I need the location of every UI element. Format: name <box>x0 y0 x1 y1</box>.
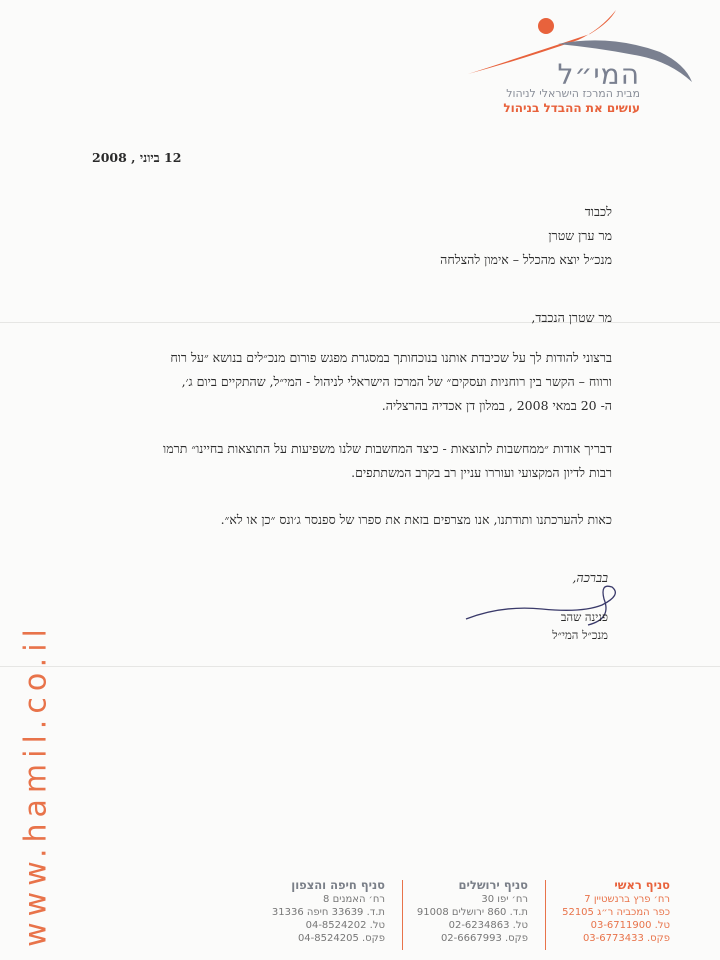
branch-line: טל. 04-8524202 <box>305 920 385 931</box>
branch-line: טל. 02-6234863 <box>448 920 528 931</box>
footer-divider <box>402 880 403 950</box>
signer-title: מנכ״ל המי״ל <box>552 628 608 642</box>
recipient-line: מנכ״ל יוצא מהכלל – אימון להצלחה <box>440 252 612 267</box>
branch-name: סניף חיפה והצפון <box>291 878 385 892</box>
paragraph-line: דבריך אודות ״ממחשבות לתוצאות - כיצד המחשבות שלנו משפיעות על התוצאות בחיינו״ תרמו <box>163 441 612 456</box>
recipient-block <box>192 200 612 272</box>
branch-line: פקס. 03-6773433 <box>582 933 670 944</box>
logo-tagline: עושים את ההבדל בניהול <box>503 101 640 115</box>
paragraph-line: ה- 20 במאי 2008 , במלון דן אכדיה בהרצליה. <box>381 398 612 413</box>
logo-subtitle: מבית המרכז הישראלי לניהול <box>506 87 640 100</box>
recipient-line: מר ערן שטרן <box>548 228 612 243</box>
website-url <box>16 623 56 947</box>
branch-main <box>562 878 670 945</box>
branch-line: טל. 03-6711900 <box>590 920 670 931</box>
paragraph-1 <box>92 346 612 418</box>
branch-line: פקס. 02-6667993 <box>440 933 528 944</box>
branch-jerusalem <box>417 878 528 945</box>
signer-name: פנינה שהב <box>560 610 608 624</box>
branch-line: ת.ד. 33639 חיפה 31336 <box>271 907 385 918</box>
footer-divider <box>545 880 546 950</box>
branch-line: ת.ד. 860 ירושלים 91008 <box>416 907 528 918</box>
logo-name: המי״ל <box>557 58 640 91</box>
branch-line: רח׳ האמנים 8 <box>323 894 385 905</box>
paragraph-line: ורווח – הקשר בין רוחניות ועסקים״ של המרכז הישראלי לניהול - המי״ל, שהתקיים ביום ג׳, <box>181 374 612 389</box>
branch-line: רח׳ פרץ ברנשטיין 7 <box>584 894 670 905</box>
branch-line: כפר המכביה ר״ג 52105 <box>562 907 670 918</box>
letter-date: 12 ביוני , 2008 <box>92 150 182 165</box>
closing: בברכה, <box>572 570 608 585</box>
website-text: www.hamil.co.il <box>18 623 54 947</box>
recipient-line: לכבוד <box>584 204 612 219</box>
branch-haifa <box>272 878 385 945</box>
branch-line: רח׳ יפו 30 <box>481 894 528 905</box>
branch-name: סניף ירושלים <box>458 878 528 892</box>
paragraph-line: ברצוני להודות לך על שכיבדת אותנו בנוכחותך במסגרת מפגש פורום מנכ״לים בנושא ״על רוח <box>170 350 612 365</box>
branch-name: סניף ראשי <box>614 878 670 892</box>
branch-line: פקס. 04-8524205 <box>297 933 385 944</box>
paragraph-2 <box>92 437 612 485</box>
paragraph-line: כאות להערכתנו ותודתנו, אנו מצרפים בזאת את ספרו של ספנסר ג׳ונס ״כן או לא״. <box>220 512 612 527</box>
paragraph-line: רבות לדיון המקצועי ועוררו עניין רב בקרב המשתתפים. <box>351 465 612 480</box>
salutation: מר שטרן הנכבד, <box>531 310 612 325</box>
logo <box>460 4 700 114</box>
paragraph-3 <box>92 508 612 532</box>
